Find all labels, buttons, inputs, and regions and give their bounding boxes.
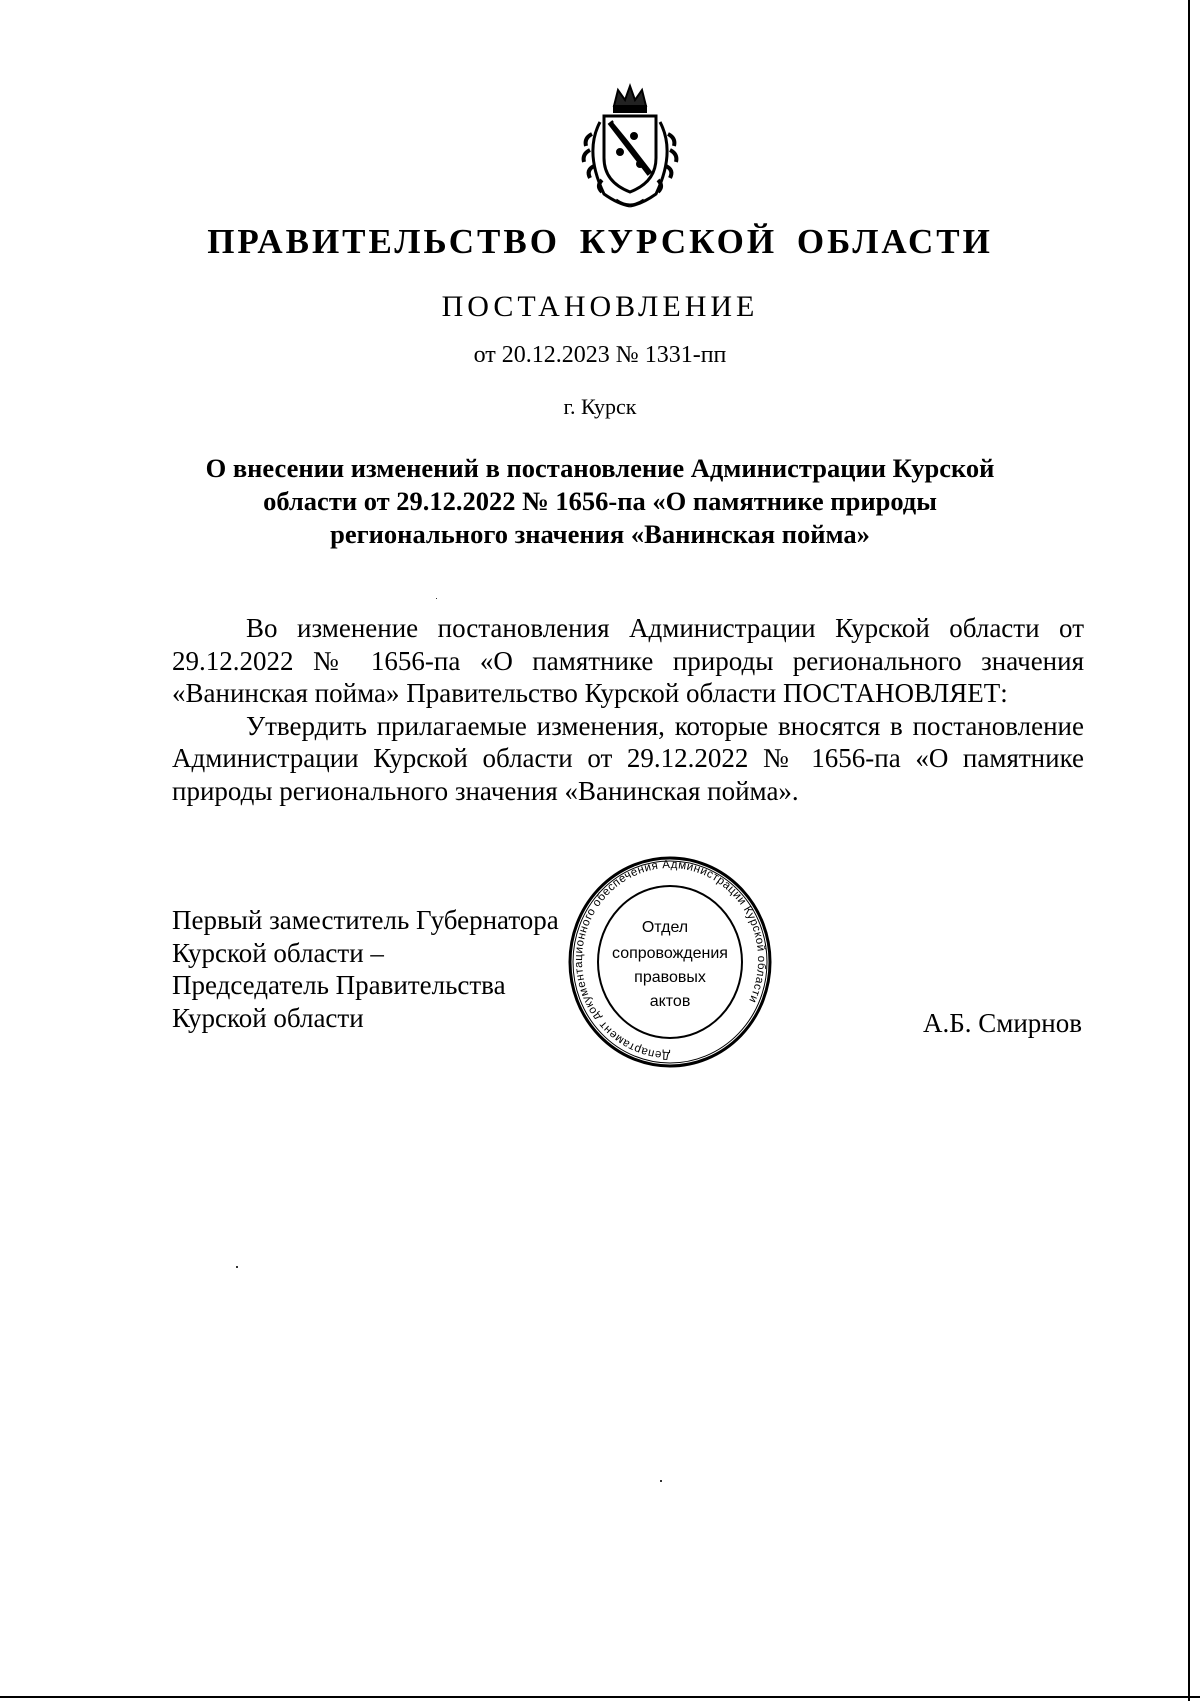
scan-speck (436, 598, 437, 599)
signatory-name: А.Б. Смирнов (923, 1008, 1082, 1038)
signatory-role (172, 904, 592, 1034)
scan-edge-bottom (0, 1696, 1200, 1698)
official-stamp (565, 852, 775, 1072)
document-body (172, 612, 1084, 807)
signatory-role-line: Курской области – (172, 937, 384, 968)
signatory-role-line: Первый заместитель Губернатора (172, 905, 559, 935)
document-date-number: от 20.12.2023 № 1331-пп (473, 342, 727, 368)
document-city: г. Курск (563, 394, 637, 419)
signatory-role-line: Председатель Правительства (172, 970, 506, 1000)
signatory-role-line: Курской области (172, 1002, 364, 1033)
stamp-center-line: сопровождения (612, 945, 728, 962)
subject-line: регионального значения «Ванинская пойма» (330, 519, 870, 549)
organization-title: ПРАВИТЕЛЬСТВО КУРСКОЙ ОБЛАСТИ (207, 222, 993, 261)
subject-line: области от 29.12.2022 № 1656-па «О памятнике природы (263, 486, 937, 516)
subject-line: О внесении изменений в постановление Администрации Курской (205, 453, 995, 483)
body-paragraph: Во изменение постановления Администрации Курской области от 29.12.2022 № 1656-па «О памятнике природы регионального значения «Ванинская пойма» Правительство Курской области ПОСТАНОВЛЯЕТ: (172, 613, 1084, 708)
coat-of-arms-icon (570, 82, 690, 210)
stamp-center-line: Отдел (641, 919, 689, 936)
scan-speck (236, 1266, 238, 1268)
stamp-outer-text: Департамент документационного обеспечения Администрации Курской области (572, 858, 768, 1062)
scan-speck (660, 1480, 662, 1482)
stamp-center-line: правовых (634, 969, 706, 986)
stamp-center-line: актов (649, 993, 691, 1010)
document-subject (180, 452, 1020, 551)
document-type: ПОСТАНОВЛЕНИЕ (441, 290, 759, 323)
body-paragraph: Утвердить прилагаемые изменения, которые вносятся в постановление Администрации Курской области от 29.12.2022 № 1656-па «О памятнике природы регионального значения «Ванинская пойма». (172, 710, 1084, 806)
